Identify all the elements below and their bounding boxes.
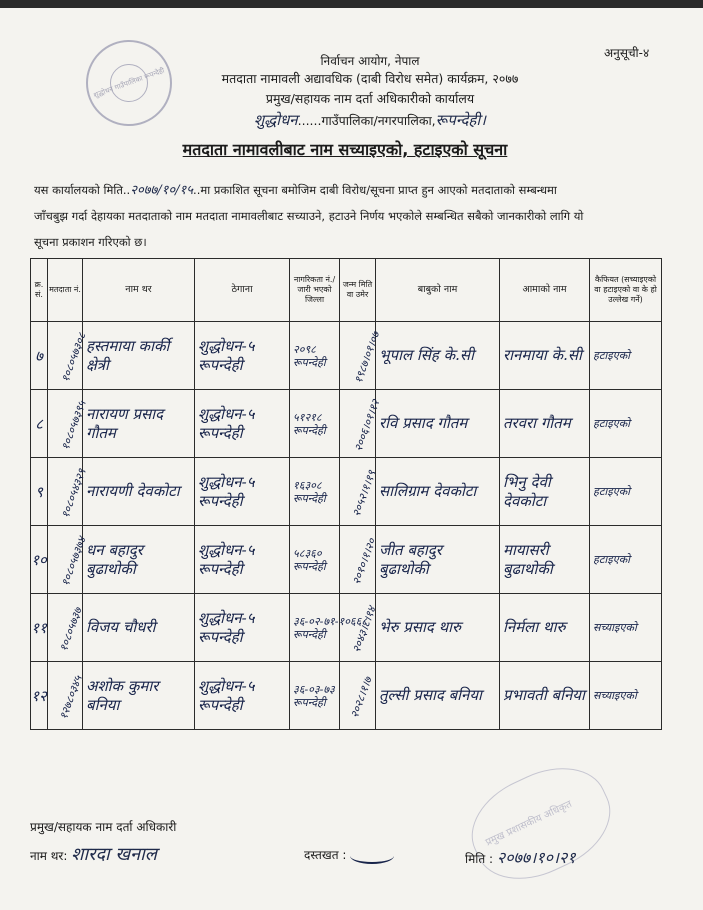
row-mother: तरवरा गौतम xyxy=(503,414,571,432)
row-remarks: हटाइएको xyxy=(593,417,631,430)
office-name: प्रमुख/सहायक नाम दर्ता अधिकारीको कार्यालय xyxy=(265,91,475,106)
signature-line xyxy=(304,846,394,864)
municipality-name: शुद्धोधन xyxy=(254,111,298,129)
row-citizenship: २०९८ रूपन्देही xyxy=(293,342,326,369)
row-remarks: सच्याइएको xyxy=(593,689,637,702)
row-name: हस्तमाया कार्की क्षेत्री xyxy=(86,336,170,374)
intro-text: ..मा प्रकाशित सूचना बमोजिम दाबी विरोध/सूचना प्राप्त हुन आएको मतदाताको सम्बन्धमा xyxy=(193,183,557,197)
program-title: मतदाता नामावली अद्यावधिक (दाबी विरोध समेत) कार्यक्रम, २०७७ xyxy=(221,71,519,86)
annex-label: अनुसूची-४ xyxy=(604,46,650,60)
table-header-row xyxy=(31,259,662,322)
row-address: शुद्धोधन-५ रूपन्देही xyxy=(198,472,255,510)
table-row xyxy=(31,458,662,526)
officer-name-line xyxy=(30,842,157,866)
row-sn: ८ xyxy=(31,390,48,458)
table-row xyxy=(31,526,662,594)
header-voter-no: मतदाता नं. xyxy=(48,259,83,322)
name-label: नाम थर: xyxy=(30,849,68,863)
row-mother: निर्मला थारु xyxy=(503,618,566,636)
row-citizenship: ५१२१८ रूपन्देही xyxy=(293,410,326,437)
commission-name: निर्वाचन आयोग, नेपाल xyxy=(320,54,420,68)
row-name: अशोक कुमार बनिया xyxy=(86,676,159,714)
row-dob: २०१०।१।२० xyxy=(349,536,379,587)
row-father: भूपाल सिंह के.सी xyxy=(379,346,474,364)
officer-label: प्रमुख/सहायक नाम दर्ता अधिकारी xyxy=(30,820,177,834)
municipality-suffix: ......गाउँपालिका/नगरपालिका, xyxy=(297,113,436,128)
row-name: नारायण प्रसाद गौतम xyxy=(86,404,164,442)
row-sn: ११ xyxy=(31,594,48,662)
scan-top-edge xyxy=(0,0,703,8)
row-voter-no: १०८०५७३९५ xyxy=(58,399,89,452)
row-address: शुद्धोधन-५ रूपन्देही xyxy=(198,404,255,442)
row-address: शुद्धोधन-५ रूपन्देही xyxy=(198,676,255,714)
row-dob: २०४३।८।१४ xyxy=(349,604,379,655)
date-label: मिति : xyxy=(465,852,494,866)
header-citizenship: नागरिकता नं./जारी भएको जिल्ला xyxy=(290,259,340,322)
notice-date: २०७७।१०।२१ xyxy=(496,848,576,867)
header-mother: आमाको नाम xyxy=(500,259,590,322)
intro-line-3: सूचना प्रकाशन गरिएको छ। xyxy=(34,235,147,249)
intro-text: यस कार्यालयको मिति.. xyxy=(34,183,131,197)
row-remarks: हटाइएको xyxy=(593,349,631,362)
row-voter-no: १२७८०३४५ xyxy=(56,673,85,722)
row-dob: १९८७।०१।०७ xyxy=(351,329,383,386)
row-father: जीत बहादुर बुढाथोकी xyxy=(379,540,442,578)
row-dob: २००६।०१।१२ xyxy=(351,397,383,454)
intro-line-1 xyxy=(34,182,674,199)
table-row xyxy=(31,662,662,730)
table-row xyxy=(31,390,662,458)
intro-line-2: जाँचबुझ गर्दा देहायका मतदाताको नाम मतदाता नामावलीबाट सच्याउने, हटाउने निर्णय भएकोले सम्बन्धित सबैको जानकारीको लागि यो xyxy=(34,209,584,223)
row-citizenship: १६३०८ रूपन्देही xyxy=(293,478,326,505)
seal-text: शुद्धोधन गाउँपालिका रूपन्देही xyxy=(92,65,166,100)
row-sn: ९ xyxy=(31,458,48,526)
row-father: सालिग्राम देवकोटा xyxy=(379,482,477,500)
header-address: ठेगाना xyxy=(195,259,290,322)
row-address: शुद्धोधन-५ रूपन्देही xyxy=(198,608,255,646)
row-name: नारायणी देवकोटा xyxy=(86,482,180,500)
row-mother: प्रभावती बनिया xyxy=(503,686,585,704)
row-father: तुल्सी प्रसाद बनिया xyxy=(379,686,482,704)
row-mother: भिनु देवी देवकोटा xyxy=(503,472,551,510)
row-voter-no: १०८०५७३७४ xyxy=(58,535,89,588)
row-sn: ७ xyxy=(31,322,48,390)
signature-mark xyxy=(350,848,394,864)
row-voter-no: १०८०५४३२९ xyxy=(58,467,89,520)
row-voter-no: १०८०५७३७ xyxy=(56,605,85,654)
row-dob: २०५२।१।१९ xyxy=(349,468,379,519)
publish-date: २०७७/१०/१५ xyxy=(130,183,194,198)
row-dob: २०२८।१।७ xyxy=(347,675,375,720)
row-name: विजय चौधरी xyxy=(86,618,156,636)
row-name: धन बहादुर बुढाथोकी xyxy=(86,540,143,578)
signature-label: दस्तखत : xyxy=(304,848,347,862)
row-mother: रानमाया के.सी xyxy=(503,346,582,364)
row-remarks: सच्याइएको xyxy=(593,621,637,634)
row-address: शुद्धोधन-५ रूपन्देही xyxy=(198,336,255,374)
header-sn: क्र. सं. xyxy=(31,259,48,322)
officer-name: शारदा खनाल xyxy=(71,844,158,865)
row-voter-no: १०८०५७३०८ xyxy=(58,331,89,384)
header-father: बाबुको नाम xyxy=(376,259,500,322)
notice-title: मतदाता नामावलीबाट नाम सच्याइएको, हटाइएको सूचना xyxy=(182,140,508,159)
voter-table xyxy=(30,258,662,730)
table-row xyxy=(31,594,662,662)
row-sn: १० xyxy=(31,526,48,594)
stamp-text: प्रमुख प्रशासकीय अधिकृत xyxy=(483,798,574,849)
row-citizenship: ३६-०३-७३ रूपन्देही xyxy=(293,682,335,709)
row-remarks: हटाइएको xyxy=(593,485,631,498)
row-citizenship: ३६-०२-७१-१०६६८ रूपन्देही xyxy=(293,614,368,641)
row-remarks: हटाइएको xyxy=(593,553,631,566)
date-line xyxy=(465,846,576,868)
row-father: रवि प्रसाद गौतम xyxy=(379,414,468,432)
header-remarks: कैफियत (सच्याइएको वा हटाइएको वा के हो उल्लेख गर्ने) xyxy=(590,259,662,322)
header-name: नाम थर xyxy=(83,259,195,322)
row-father: भेरु प्रसाद थारु xyxy=(379,618,462,636)
table-row xyxy=(31,322,662,390)
row-citizenship: ५८३६० रूपन्देही xyxy=(293,546,326,573)
row-mother: मायासरी बुढाथोकी xyxy=(503,540,553,578)
row-sn: १२ xyxy=(31,662,48,730)
municipality-line xyxy=(150,110,590,130)
header-dob: जन्म मिति वा उमेर xyxy=(340,259,376,322)
row-address: शुद्धोधन-५ रूपन्देही xyxy=(198,540,255,578)
district-name: रूपन्देही। xyxy=(435,111,486,129)
